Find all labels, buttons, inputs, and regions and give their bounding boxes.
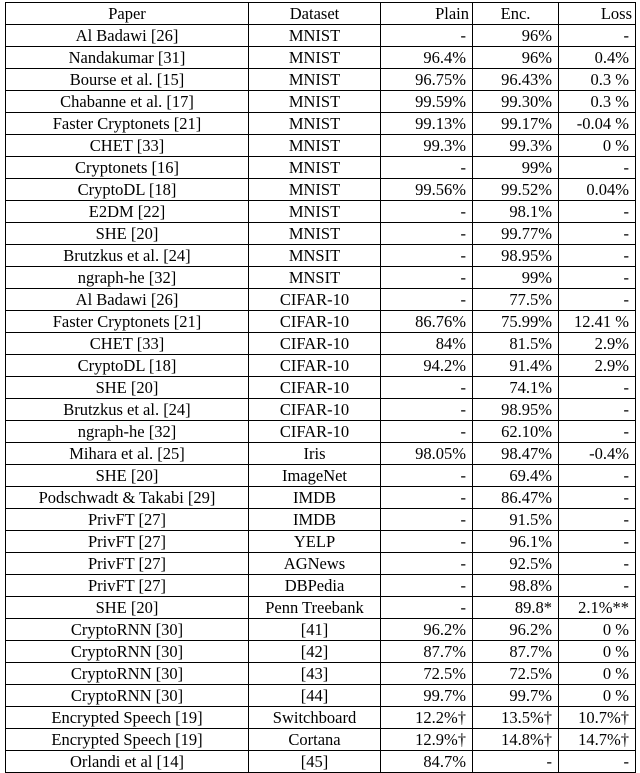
cell-dataset: [42] — [249, 641, 381, 663]
table-row — [6, 69, 636, 91]
cell-loss: - — [559, 465, 636, 487]
cell-dataset: Switchboard — [249, 707, 381, 729]
cell-loss: 2.9% — [559, 333, 636, 355]
cell-loss: 0 % — [559, 619, 636, 641]
cell-enc: 77.5% — [473, 289, 559, 311]
cell-dataset: MNIST — [249, 69, 381, 91]
cell-dataset: DBPedia — [249, 575, 381, 597]
header-row — [6, 3, 636, 25]
cell-dataset: MNSIT — [249, 245, 381, 267]
cell-loss: 2.1%** — [559, 597, 636, 619]
cell-plain: - — [381, 267, 473, 289]
cell-dataset: IMDB — [249, 509, 381, 531]
cell-enc: 96.1% — [473, 531, 559, 553]
cell-plain: - — [381, 465, 473, 487]
cell-plain: 98.05% — [381, 443, 473, 465]
table-row — [6, 509, 636, 531]
cell-enc: 98.8% — [473, 575, 559, 597]
cell-paper: PrivFT [27] — [6, 553, 249, 575]
cell-dataset: MNIST — [249, 25, 381, 47]
cell-paper: Orlandi et al [14] — [6, 751, 249, 773]
cell-dataset: MNIST — [249, 201, 381, 223]
table-row — [6, 707, 636, 729]
cell-loss: - — [559, 267, 636, 289]
cell-plain: 99.3% — [381, 135, 473, 157]
cell-loss: 0 % — [559, 135, 636, 157]
table-row — [6, 289, 636, 311]
cell-plain: 99.7% — [381, 685, 473, 707]
table-row — [6, 597, 636, 619]
cell-dataset: CIFAR-10 — [249, 421, 381, 443]
table-row — [6, 245, 636, 267]
cell-loss: 0 % — [559, 641, 636, 663]
cell-plain: - — [381, 399, 473, 421]
cell-loss: - — [559, 575, 636, 597]
cell-dataset: MNIST — [249, 223, 381, 245]
cell-dataset: [41] — [249, 619, 381, 641]
cell-paper: CryptoRNN [30] — [6, 619, 249, 641]
table-row — [6, 311, 636, 333]
cell-loss: - — [559, 377, 636, 399]
cell-dataset: CIFAR-10 — [249, 355, 381, 377]
cell-enc: 91.4% — [473, 355, 559, 377]
table-row — [6, 333, 636, 355]
cell-paper: Bourse et al. [15] — [6, 69, 249, 91]
cell-enc: 99.3% — [473, 135, 559, 157]
table-row — [6, 47, 636, 69]
cell-paper: Faster Cryptonets [21] — [6, 113, 249, 135]
cell-plain: - — [381, 421, 473, 443]
table-row — [6, 135, 636, 157]
cell-plain: 99.13% — [381, 113, 473, 135]
cell-dataset: [43] — [249, 663, 381, 685]
cell-enc: 14.8%† — [473, 729, 559, 751]
table-row — [6, 443, 636, 465]
table-row — [6, 179, 636, 201]
results-table — [5, 2, 636, 773]
cell-enc: 75.99% — [473, 311, 559, 333]
cell-enc: 96.2% — [473, 619, 559, 641]
cell-loss: - — [559, 509, 636, 531]
cell-plain: 96.4% — [381, 47, 473, 69]
cell-dataset: [44] — [249, 685, 381, 707]
table-row — [6, 575, 636, 597]
cell-loss: - — [559, 289, 636, 311]
table-row — [6, 553, 636, 575]
cell-enc: 99.7% — [473, 685, 559, 707]
cell-dataset: IMDB — [249, 487, 381, 509]
table-row — [6, 399, 636, 421]
cell-loss: 0.4% — [559, 47, 636, 69]
table-row — [6, 91, 636, 113]
cell-enc: 96% — [473, 25, 559, 47]
cell-paper: Al Badawi [26] — [6, 25, 249, 47]
header-loss: Loss — [559, 3, 636, 25]
cell-dataset: ImageNet — [249, 465, 381, 487]
cell-paper: ngraph-he [32] — [6, 267, 249, 289]
cell-enc: - — [473, 751, 559, 773]
cell-dataset: [45] — [249, 751, 381, 773]
cell-dataset: Iris — [249, 443, 381, 465]
cell-enc: 98.47% — [473, 443, 559, 465]
cell-loss: 0.3 % — [559, 69, 636, 91]
cell-enc: 96% — [473, 47, 559, 69]
cell-paper: Mihara et al. [25] — [6, 443, 249, 465]
cell-dataset: CIFAR-10 — [249, 333, 381, 355]
cell-dataset: MNIST — [249, 47, 381, 69]
cell-enc: 89.8* — [473, 597, 559, 619]
table-row — [6, 113, 636, 135]
table-row — [6, 465, 636, 487]
table-row — [6, 663, 636, 685]
cell-paper: PrivFT [27] — [6, 509, 249, 531]
cell-paper: SHE [20] — [6, 377, 249, 399]
cell-loss: - — [559, 201, 636, 223]
cell-plain: 12.9%† — [381, 729, 473, 751]
table-row — [6, 223, 636, 245]
cell-paper: CryptoDL [18] — [6, 355, 249, 377]
cell-enc: 81.5% — [473, 333, 559, 355]
table-row — [6, 641, 636, 663]
header-enc: Enc. — [473, 3, 559, 25]
cell-plain: - — [381, 575, 473, 597]
cell-loss: - — [559, 487, 636, 509]
cell-loss: 0 % — [559, 685, 636, 707]
cell-paper: Encrypted Speech [19] — [6, 707, 249, 729]
cell-enc: 99.17% — [473, 113, 559, 135]
cell-plain: 96.75% — [381, 69, 473, 91]
cell-loss: 0.3 % — [559, 91, 636, 113]
cell-enc: 72.5% — [473, 663, 559, 685]
cell-dataset: Penn Treebank — [249, 597, 381, 619]
cell-plain: - — [381, 487, 473, 509]
cell-plain: 87.7% — [381, 641, 473, 663]
cell-loss: 10.7%† — [559, 707, 636, 729]
cell-loss: 14.7%† — [559, 729, 636, 751]
cell-enc: 62.10% — [473, 421, 559, 443]
cell-paper: Podschwadt & Takabi [29] — [6, 487, 249, 509]
cell-enc: 86.47% — [473, 487, 559, 509]
cell-loss: 12.41 % — [559, 311, 636, 333]
cell-plain: 99.56% — [381, 179, 473, 201]
table-row — [6, 729, 636, 751]
cell-loss: - — [559, 157, 636, 179]
cell-enc: 13.5%† — [473, 707, 559, 729]
cell-dataset: CIFAR-10 — [249, 399, 381, 421]
table-row — [6, 421, 636, 443]
cell-paper: CHET [33] — [6, 333, 249, 355]
header-paper: Paper — [6, 3, 249, 25]
cell-enc: 98.1% — [473, 201, 559, 223]
cell-paper: Nandakumar [31] — [6, 47, 249, 69]
cell-enc: 69.4% — [473, 465, 559, 487]
cell-paper: ngraph-he [32] — [6, 421, 249, 443]
cell-paper: CryptoRNN [30] — [6, 685, 249, 707]
cell-paper: CHET [33] — [6, 135, 249, 157]
cell-enc: 96.43% — [473, 69, 559, 91]
table-row — [6, 487, 636, 509]
cell-loss: - — [559, 399, 636, 421]
cell-loss: - — [559, 25, 636, 47]
cell-paper: PrivFT [27] — [6, 575, 249, 597]
cell-plain: - — [381, 553, 473, 575]
cell-enc: 98.95% — [473, 245, 559, 267]
cell-loss: 2.9% — [559, 355, 636, 377]
cell-paper: SHE [20] — [6, 223, 249, 245]
cell-paper: Faster Cryptonets [21] — [6, 311, 249, 333]
cell-enc: 99.52% — [473, 179, 559, 201]
cell-loss: - — [559, 553, 636, 575]
table-row — [6, 201, 636, 223]
cell-plain: 94.2% — [381, 355, 473, 377]
cell-paper: Cryptonets [16] — [6, 157, 249, 179]
cell-enc: 92.5% — [473, 553, 559, 575]
table-row — [6, 619, 636, 641]
header-plain: Plain — [381, 3, 473, 25]
cell-plain: - — [381, 201, 473, 223]
table-row — [6, 267, 636, 289]
table-row — [6, 25, 636, 47]
table-body — [6, 25, 636, 773]
cell-plain: - — [381, 223, 473, 245]
cell-dataset: MNSIT — [249, 267, 381, 289]
cell-loss: - — [559, 531, 636, 553]
cell-plain: - — [381, 531, 473, 553]
cell-loss: 0 % — [559, 663, 636, 685]
table-row — [6, 531, 636, 553]
cell-paper: SHE [20] — [6, 597, 249, 619]
cell-paper: PrivFT [27] — [6, 531, 249, 553]
cell-enc: 98.95% — [473, 399, 559, 421]
cell-paper: Chabanne et al. [17] — [6, 91, 249, 113]
cell-enc: 99.30% — [473, 91, 559, 113]
cell-loss: 0.04% — [559, 179, 636, 201]
cell-plain: 72.5% — [381, 663, 473, 685]
cell-dataset: MNIST — [249, 179, 381, 201]
cell-paper: Brutzkus et al. [24] — [6, 245, 249, 267]
cell-dataset: MNIST — [249, 113, 381, 135]
cell-plain: - — [381, 25, 473, 47]
cell-plain: - — [381, 597, 473, 619]
cell-paper: E2DM [22] — [6, 201, 249, 223]
cell-dataset: Cortana — [249, 729, 381, 751]
cell-dataset: CIFAR-10 — [249, 377, 381, 399]
cell-plain: - — [381, 509, 473, 531]
table-row — [6, 355, 636, 377]
cell-paper: SHE [20] — [6, 465, 249, 487]
cell-paper: Brutzkus et al. [24] — [6, 399, 249, 421]
table-row — [6, 685, 636, 707]
cell-dataset: CIFAR-10 — [249, 311, 381, 333]
table-row — [6, 751, 636, 773]
header-dataset: Dataset — [249, 3, 381, 25]
cell-dataset: CIFAR-10 — [249, 289, 381, 311]
cell-loss: -0.4% — [559, 443, 636, 465]
cell-plain: - — [381, 245, 473, 267]
cell-dataset: AGNews — [249, 553, 381, 575]
cell-plain: 84% — [381, 333, 473, 355]
cell-loss: - — [559, 751, 636, 773]
cell-enc: 99.77% — [473, 223, 559, 245]
cell-enc: 87.7% — [473, 641, 559, 663]
cell-paper: CryptoRNN [30] — [6, 641, 249, 663]
cell-enc: 74.1% — [473, 377, 559, 399]
cell-enc: 91.5% — [473, 509, 559, 531]
cell-loss: - — [559, 245, 636, 267]
cell-enc: 99% — [473, 157, 559, 179]
cell-dataset: YELP — [249, 531, 381, 553]
cell-paper: CryptoRNN [30] — [6, 663, 249, 685]
cell-loss: - — [559, 223, 636, 245]
cell-plain: 84.7% — [381, 751, 473, 773]
cell-plain: - — [381, 377, 473, 399]
cell-dataset: MNIST — [249, 135, 381, 157]
table-row — [6, 157, 636, 179]
cell-paper: Encrypted Speech [19] — [6, 729, 249, 751]
cell-plain: 86.76% — [381, 311, 473, 333]
table-row — [6, 377, 636, 399]
cell-plain: 99.59% — [381, 91, 473, 113]
cell-dataset: MNIST — [249, 157, 381, 179]
cell-enc: 99% — [473, 267, 559, 289]
cell-loss: -0.04 % — [559, 113, 636, 135]
cell-plain: 96.2% — [381, 619, 473, 641]
cell-dataset: MNIST — [249, 91, 381, 113]
cell-paper: CryptoDL [18] — [6, 179, 249, 201]
cell-plain: 12.2%† — [381, 707, 473, 729]
cell-plain: - — [381, 157, 473, 179]
cell-paper: Al Badawi [26] — [6, 289, 249, 311]
cell-plain: - — [381, 289, 473, 311]
cell-loss: - — [559, 421, 636, 443]
